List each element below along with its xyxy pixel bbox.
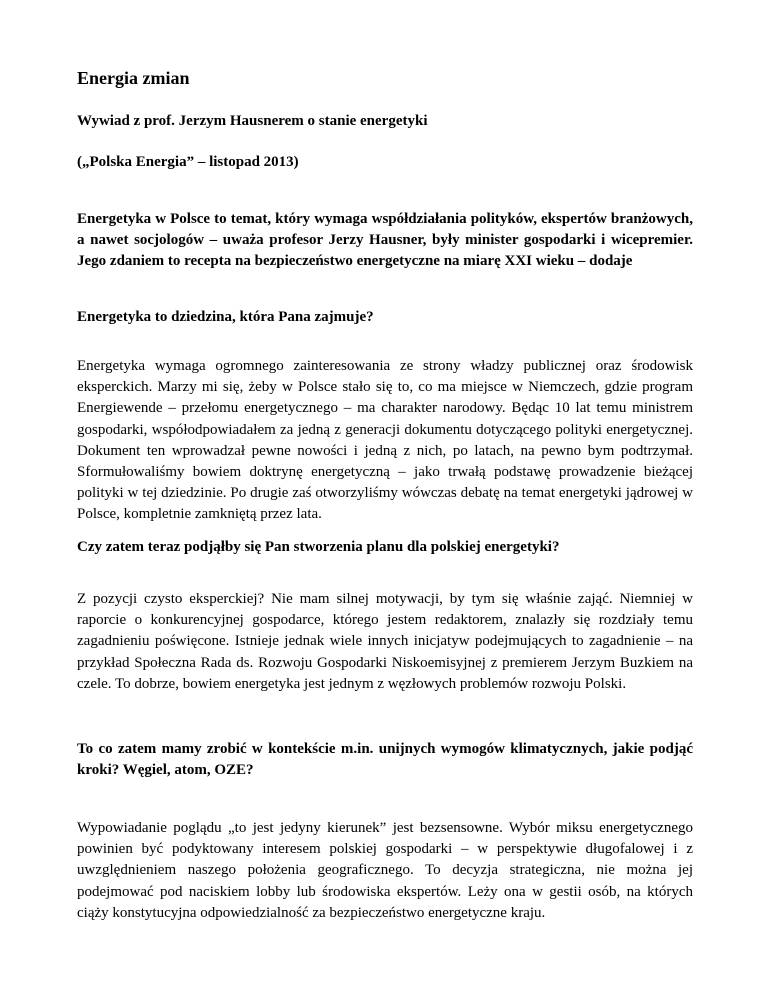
question-1: Energetyka to dziedzina, która Pana zajmuje? bbox=[77, 309, 374, 325]
question-2: Czy zatem teraz podjąłby się Pan stworzenia planu dla polskiej energetyki? bbox=[77, 539, 560, 555]
answer-3: Wypowiadanie poglądu „to jest jedyny kierunek” jest bezsensowne. Wybór miksu energetycznego powinien być podyktowany interesem polskiej gospodarki – w perspektywie długofalowej i z uwzględnieniem naszego położenia geograficznego. To decyzja strategiczna, nie można jej podejmować pod naciskiem lobby lub środowiska ekspertów. Leży ona w gestii osób, na których ciąży konstytucyjna odpowiedzialność za bezpieczeństwo energetyczne kraju. bbox=[77, 820, 693, 921]
document-source: („Polska Energia” – listopad 2013) bbox=[77, 154, 299, 170]
document-subtitle: Wywiad z prof. Jerzym Hausnerem o stanie energetyki bbox=[77, 113, 428, 129]
document-title: Energia zmian bbox=[77, 68, 190, 88]
answer-2: Z pozycji czysto eksperckiej? Nie mam silnej motywacji, by tym się właśnie zająć. Niemniej w raporcie o konkurencyjnej gospodarce, którego jestem redaktorem, znalazły się rozdziały temu zagadnieniu poświęcone. Istnieje jednak wiele innych inicjatyw podejmujących to zagadnienie – na przykład Społeczna Rada ds. Rozwoju Gospodarki Niskoemisyjnej z premierem Jerzym Buzkiem na czele. To dobrze, bowiem energetyka jest jednym z węzłowych problemów rozwoju Polski. bbox=[77, 591, 693, 692]
lead-paragraph: Energetyka w Polsce to temat, który wymaga współdziałania polityków, ekspertów branżowych, a nawet socjologów – uważa profesor Jerzy Hausner, były minister gospodarki i wicepremier. Jego zdaniem to recepta na bezpieczeństwo energetyczne na miarę XXI wieku – dodaje bbox=[77, 211, 693, 270]
answer-1: Energetyka wymaga ogromnego zainteresowania ze strony władzy publicznej oraz środowisk eksperckich. Marzy mi się, żeby w Polsce stało się to, co ma miejsce w Niemczech, gdzie program Energiewende – przełomu energetycznego – ma charakter narodowy. Będąc 10 lat temu ministrem gospodarki, współodpowiadałem za jedną z generacji dokumentu dotyczącego polityki energetycznej. Dokument ten wprowadzał pewne nowości i jedną z nich, po latach, na pewno bym podtrzymał. Sformułowaliśmy bowiem doktrynę energetyczną – jako trwałą podstawę prowadzenie bieżącej polityki w tej dziedzinie. Po drugie zaś otworzyliśmy wówczas debatę na temat energetyki jądrowej w Polsce, kompletnie zamkniętą przez lata. bbox=[77, 358, 693, 523]
question-3: To co zatem mamy zrobić w kontekście m.in. unijnych wymogów klimatycznych, jakie podjąć kroki? Węgiel, atom, OZE? bbox=[77, 741, 693, 779]
